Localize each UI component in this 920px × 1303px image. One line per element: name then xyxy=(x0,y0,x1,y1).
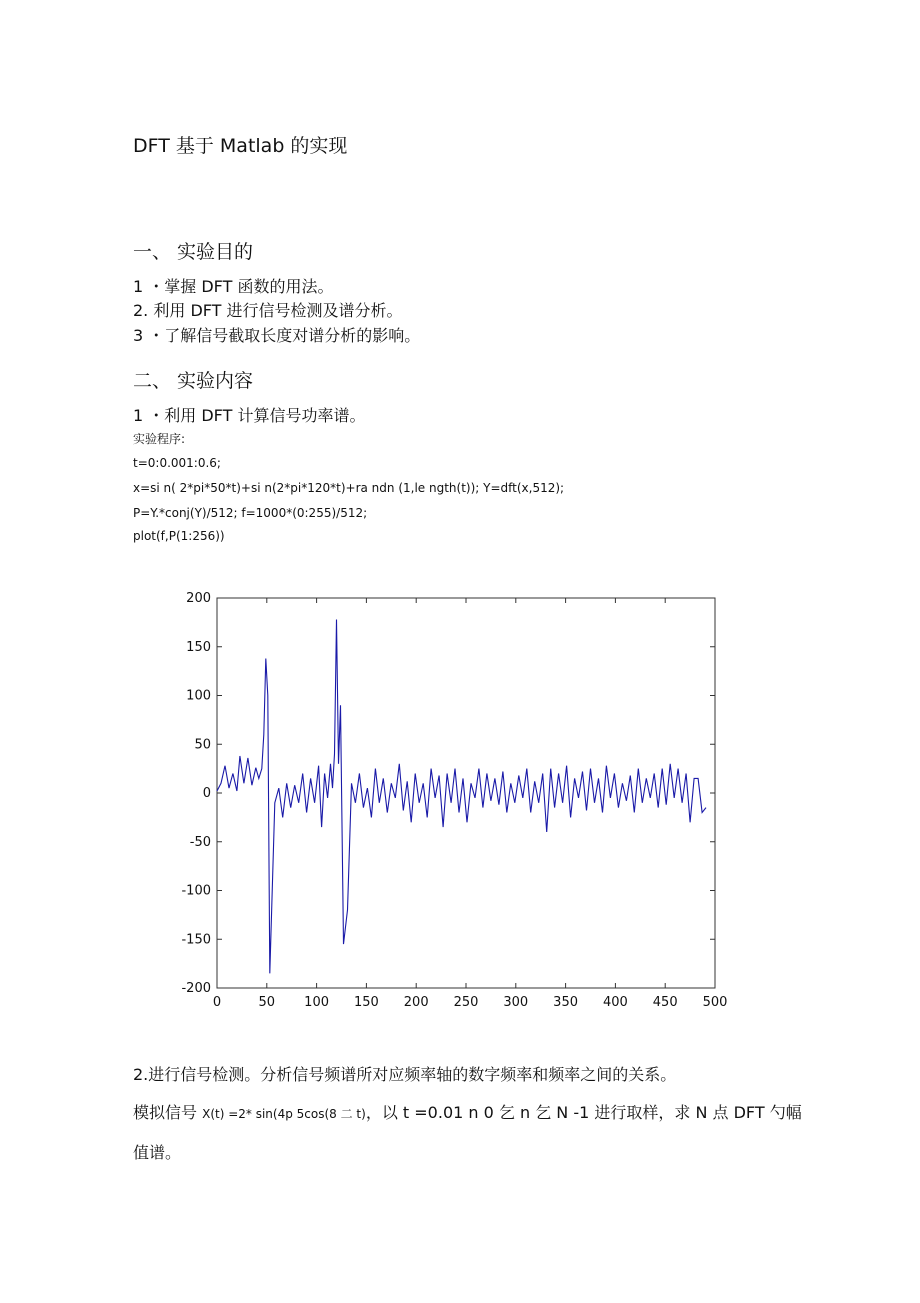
purpose-item: 2. 利用 DFT 进行信号检测及谱分析。 xyxy=(133,301,403,320)
x-tick-label: 150 xyxy=(353,995,379,1010)
y-tick-label: -50 xyxy=(189,834,211,850)
purpose-item: 1 ・掌握 DFT 函数的用法。 xyxy=(133,277,334,296)
code-line: P=Y.*conj(Y)/512; f=1000*(0:255)/512; xyxy=(133,506,368,520)
y-tick-label: 50 xyxy=(194,737,211,753)
section-heading-content: 二、 实验内容 xyxy=(133,370,254,392)
code-label: 实验程序: xyxy=(133,432,186,446)
code-line: t=0:0.001:0.6; xyxy=(133,456,221,470)
x-tick-label: 200 xyxy=(403,995,429,1010)
signal-formula: X(t) =2* sin(4p 5cos(8 二 t) xyxy=(202,1107,366,1121)
y-tick-label: 200 xyxy=(186,591,211,606)
plot-frame xyxy=(217,598,715,988)
y-tick-label: 150 xyxy=(186,639,211,655)
x-tick-label: 100 xyxy=(304,995,330,1010)
x-tick-label: 500 xyxy=(702,995,728,1010)
page-title: DFT 基于 Matlab 的实现 xyxy=(133,135,348,157)
x-tick-label: 300 xyxy=(503,995,529,1010)
purpose-item: 3 ・了解信号截取长度对谱分析的影响。 xyxy=(133,326,421,345)
y-tick-label: -200 xyxy=(181,981,211,996)
x-tick-label: 0 xyxy=(212,995,222,1010)
content-item: 1 ・利用 DFT 计算信号功率谱。 xyxy=(133,406,366,425)
code-line: x=si n( 2*pi*50*t)+si n(2*pi*120*t)+ra ndn (1,le ngth(t)); Y=dft(x,512); xyxy=(133,481,565,495)
analog-signal-paragraph xyxy=(133,1100,802,1123)
sampling-text: ，以 t =0.01 n 0 乞 n 乞 N -1 进行取样，求 N 点 DFT 勺幅 xyxy=(365,1103,802,1122)
y-tick-label: 100 xyxy=(186,688,211,704)
x-tick-label: 450 xyxy=(652,995,678,1010)
section-heading-purpose: 一、 实验目的 xyxy=(133,241,254,263)
detection-paragraph: 2.进行信号检测。分析信号频谱所对应频率轴的数字频率和频率之间的关系。 xyxy=(133,1065,677,1084)
y-tick-label: -100 xyxy=(181,883,211,899)
y-tick-label: 0 xyxy=(202,786,211,801)
x-tick-label: 250 xyxy=(453,995,479,1010)
x-tick-label: 50 xyxy=(258,995,276,1010)
analog-signal-label: 模拟信号 xyxy=(133,1103,198,1122)
code-line: plot(f,P(1:256)) xyxy=(133,529,225,543)
x-tick-label: 400 xyxy=(602,995,628,1010)
x-tick-label: 350 xyxy=(553,995,579,1010)
y-tick-label: -150 xyxy=(181,932,211,948)
paragraph-continuation: 值谱。 xyxy=(133,1143,182,1162)
